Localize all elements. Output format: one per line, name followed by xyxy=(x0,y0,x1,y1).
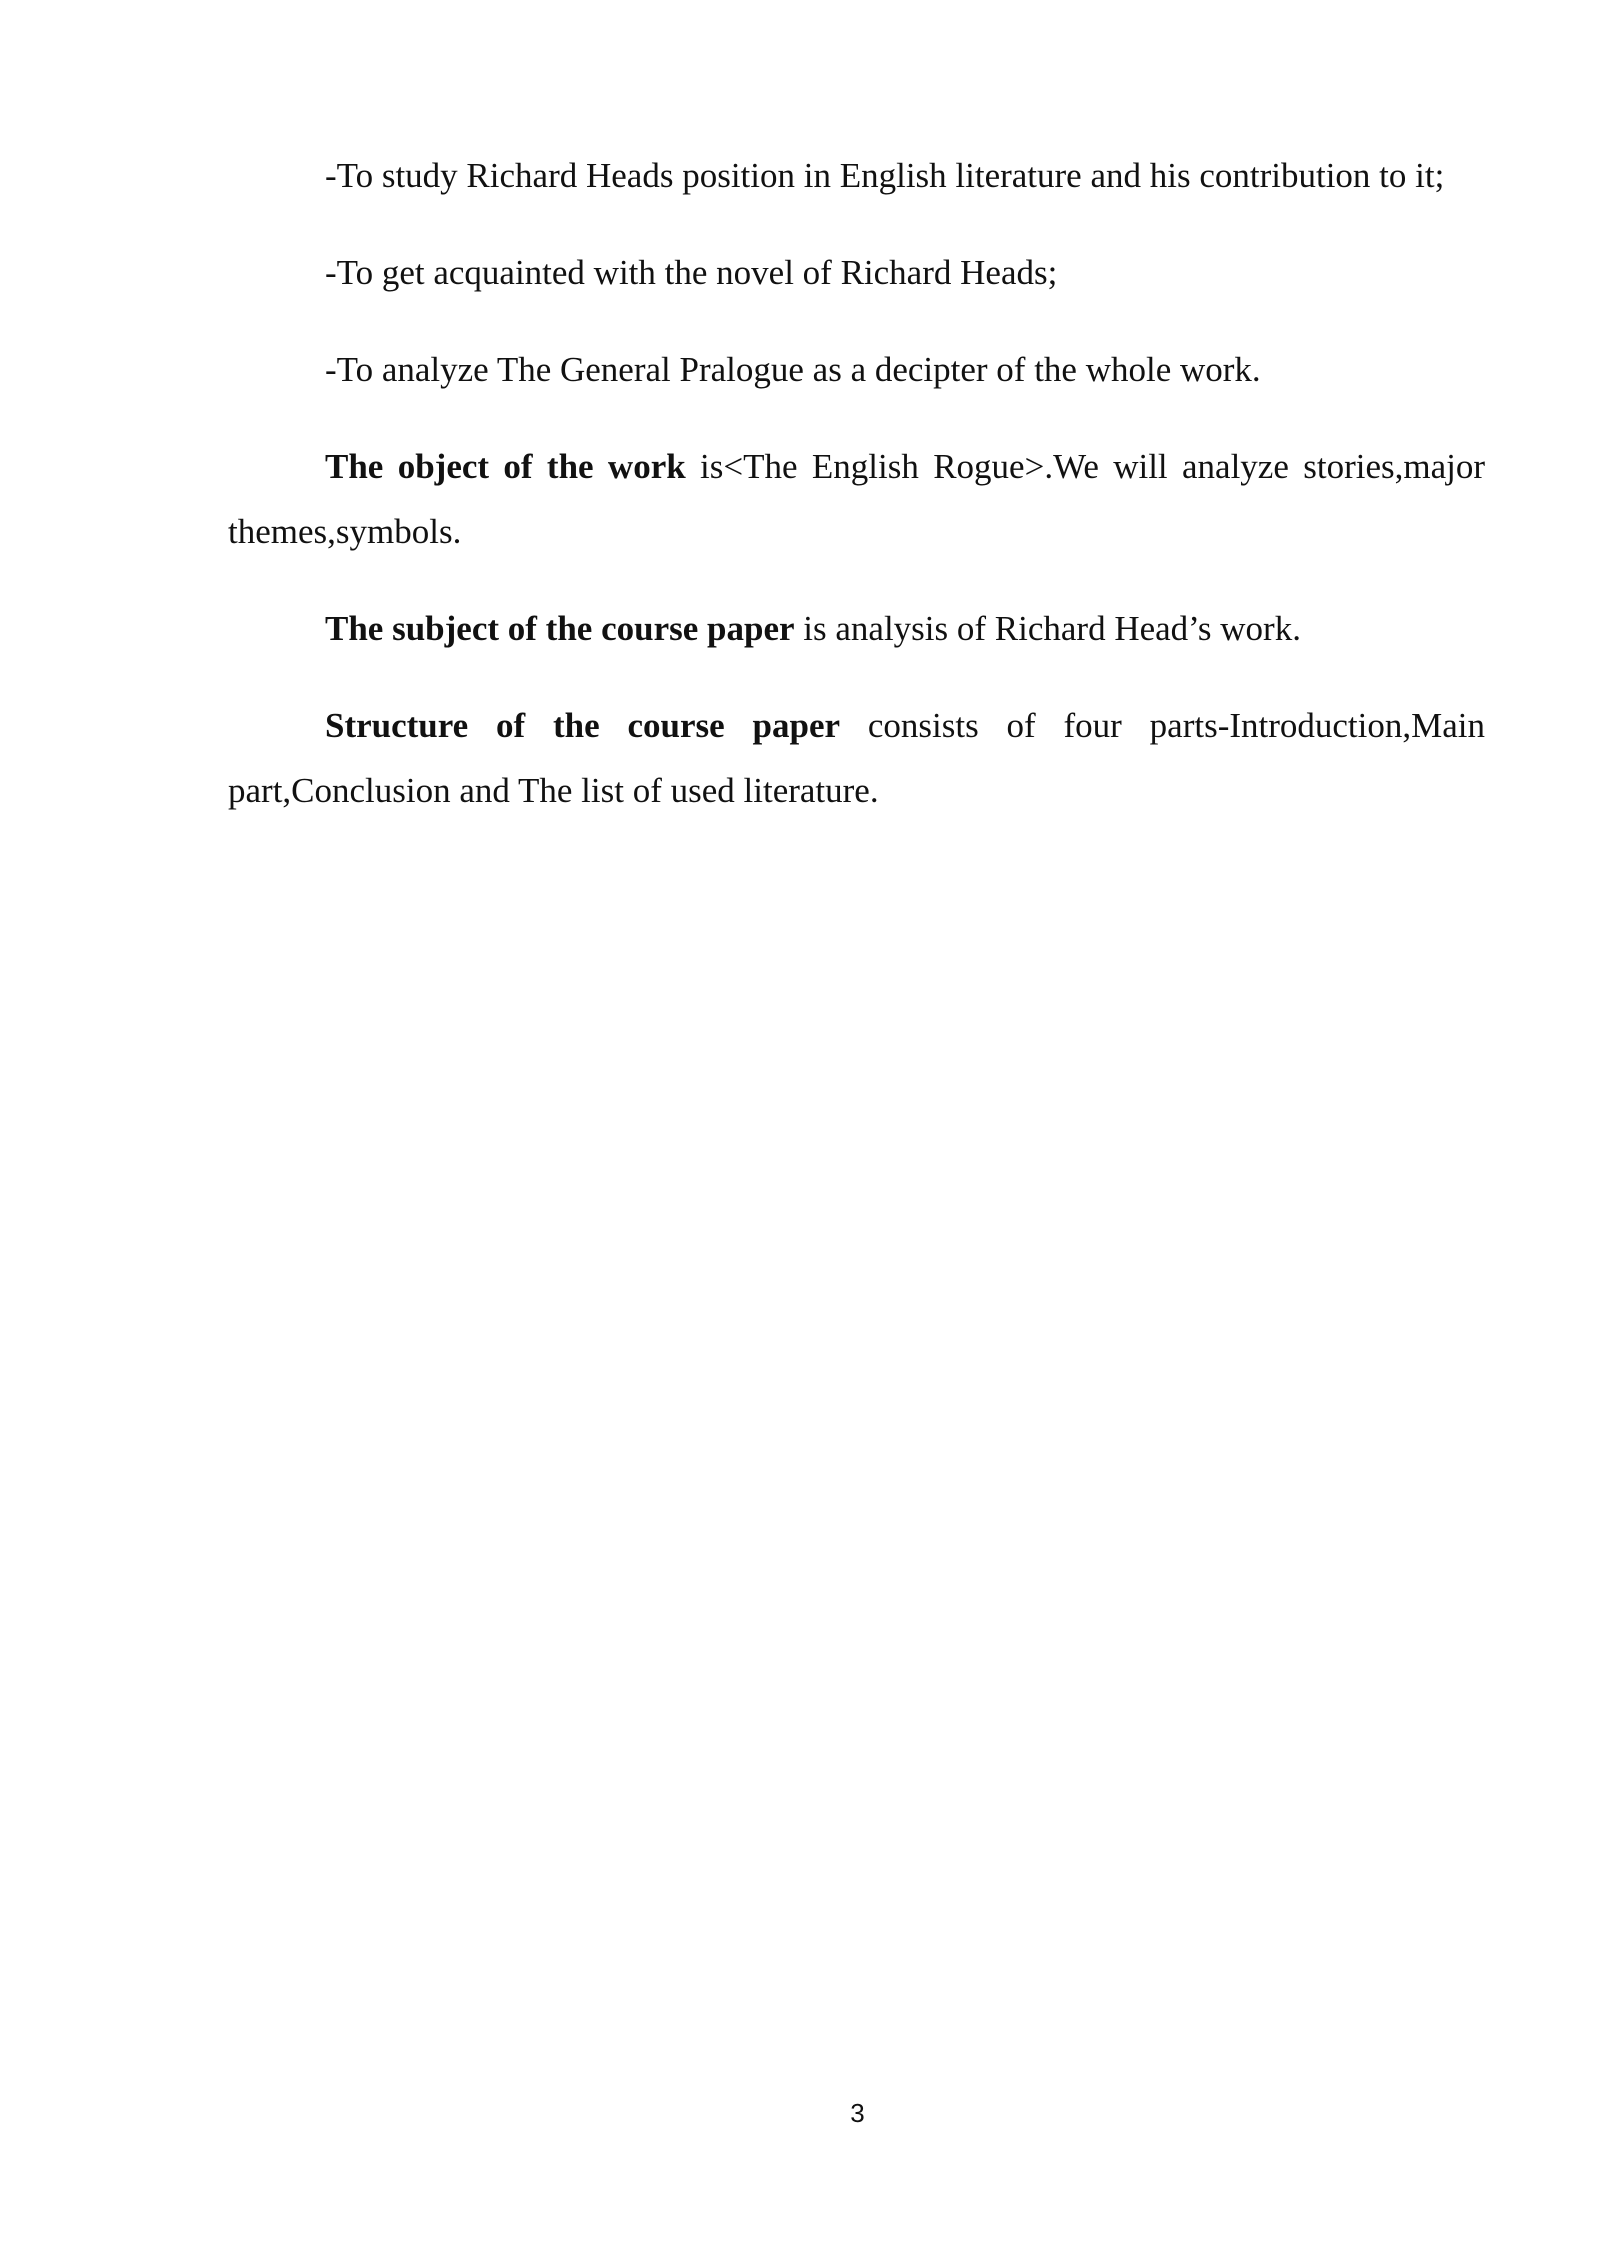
paragraph-text: -To study Richard Heads position in English literature and his contribution to it; xyxy=(325,156,1445,195)
page-number: 3 xyxy=(850,2098,865,2128)
paragraph-bold-lead: The subject of the course paper xyxy=(325,609,795,648)
paragraph-text: is<The English Rogue>.We will analyze stories,major themes,symbols. xyxy=(228,447,1485,551)
paragraph-structure xyxy=(228,693,1485,823)
paragraph-bold-lead: The object of the work xyxy=(325,447,686,486)
paragraph-aim-analyze xyxy=(228,337,1485,402)
paragraph-object xyxy=(228,434,1485,564)
paragraph-aim-acquaint xyxy=(228,240,1485,305)
paragraph-text: -To analyze The General Pralogue as a decipter of the whole work. xyxy=(325,350,1261,389)
paragraph-bold-lead: Structure of the course paper xyxy=(325,706,841,745)
paragraph-text: -To get acquainted with the novel of Richard Heads; xyxy=(325,253,1058,292)
paragraph-subject xyxy=(228,596,1485,661)
paragraph-text: consists of four parts-Introduction,Main part,Conclusion and The list of used literature. xyxy=(228,706,1485,810)
paragraph-text: is analysis of Richard Head’s work. xyxy=(794,609,1301,648)
page-body xyxy=(228,143,1485,855)
paragraph-aim-study xyxy=(228,143,1485,208)
